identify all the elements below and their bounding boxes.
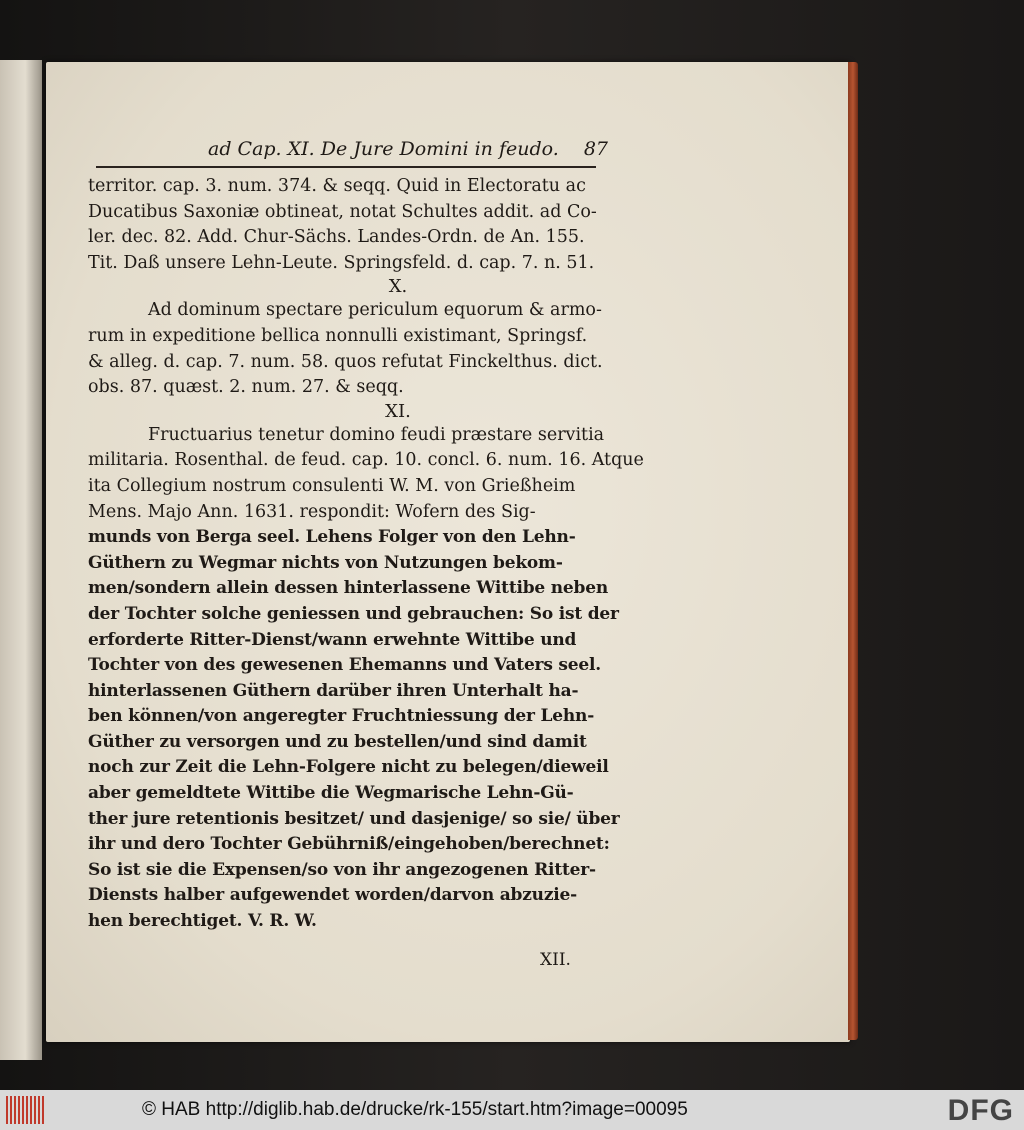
text-line: ler. dec. 82. Add. Chur-Sächs. Landes-Ordn. de An. 155. [88,227,585,248]
text-line: hen berechtiget. V. R. W. [88,911,317,932]
text-line: Tochter von des gewesenen Ehemanns und Vaters seel. [88,655,601,676]
text-line: ther jure retentionis besitzet/ und dasjenige/ so sie/ über [88,808,620,829]
text-line: ben können/von angeregter Fruchtniessung der Lehn- [88,706,595,727]
copyright-link[interactable]: © HAB http://diglib.hab.de/drucke/rk-155/start.htm?image=00095 [142,1099,688,1120]
text-line: aber gemeldtete Wittibe die Wegmarische Lehn-Gü- [88,783,574,804]
text-line: hinterlassenen Güthern darüber ihren Unterhalt ha- [88,680,579,701]
text-line: Ducatibus Saxoniæ obtineat, notat Schultes addit. ad Co- [88,201,597,222]
text-line: obs. 87. quæst. 2. num. 27. & seqq. [88,377,404,398]
text-line: Tit. Daß unsere Lehn-Leute. Springsfeld. d. cap. 7. n. 51. [88,252,595,273]
section-heading-x: X. [388,276,408,298]
page-number: 87 [583,138,608,160]
text-line: Güther zu versorgen und zu bestellen/und sind damit [88,731,587,752]
running-head [88,138,608,160]
running-head-title: ad Cap. XI. De Jure Domini in feudo. [208,138,559,160]
text-line: rum in expeditione bellica nonnulli existimant, Springsf. [88,325,588,346]
section-x-paragraph [88,298,608,400]
section-xi-paragraph [88,423,644,935]
barcode-icon [6,1096,46,1124]
text-line: der Tochter solche geniessen und gebrauchen: So ist der [88,603,619,624]
page-edge [848,62,858,1040]
text-line: Ad dominum spectare periculum equorum & armo- [148,300,602,321]
text-line: Güthern zu Wegmar nichts von Nutzungen bekom- [88,552,563,573]
dfg-logo: DFG [947,1094,1014,1127]
intro-paragraph [88,174,608,276]
page-text [88,138,644,935]
text-line: territor. cap. 3. num. 374. & seqq. Quid in Electoratu ac [88,176,586,196]
text-line: ihr und dero Tochter Gebührniß/eingehoben/berechnet: [88,834,610,855]
text-line: men/sondern allein dessen hinterlassene Wittibe neben [88,578,609,599]
text-line: erforderte Ritter-Dienst/wann erwehnte Wittibe und [88,629,577,650]
text-line: militaria. Rosenthal. de feud. cap. 10. concl. 6. num. 16. Atque [88,450,644,471]
text-line: Mens. Majo Ann. 1631. respondit: Wofern des Sig- [88,501,536,522]
section-heading-xi: XI. [385,400,411,422]
text-line: & alleg. d. cap. 7. num. 58. quos refutat Finckelthus. dict. [88,351,603,372]
text-line: Diensts halber aufgewendet worden/darvon abzuzie- [88,885,578,906]
text-line: Fructuarius tenetur domino feudi præstare servitia [148,424,605,445]
head-rule [96,166,596,168]
text-line: So ist sie die Expensen/so von ihr angezogenen Ritter- [88,859,596,880]
left-page-edge [0,60,42,1060]
catchword: XII. [540,950,571,970]
footer-bar [0,1090,1024,1130]
text-line: noch zur Zeit die Lehn-Folgere nicht zu belegen/dieweil [88,757,609,778]
text-line: ita Collegium nostrum consulenti W. M. von Grießheim [88,475,576,496]
text-line: munds von Berga seel. Lehens Folger von den Lehn- [88,527,576,548]
